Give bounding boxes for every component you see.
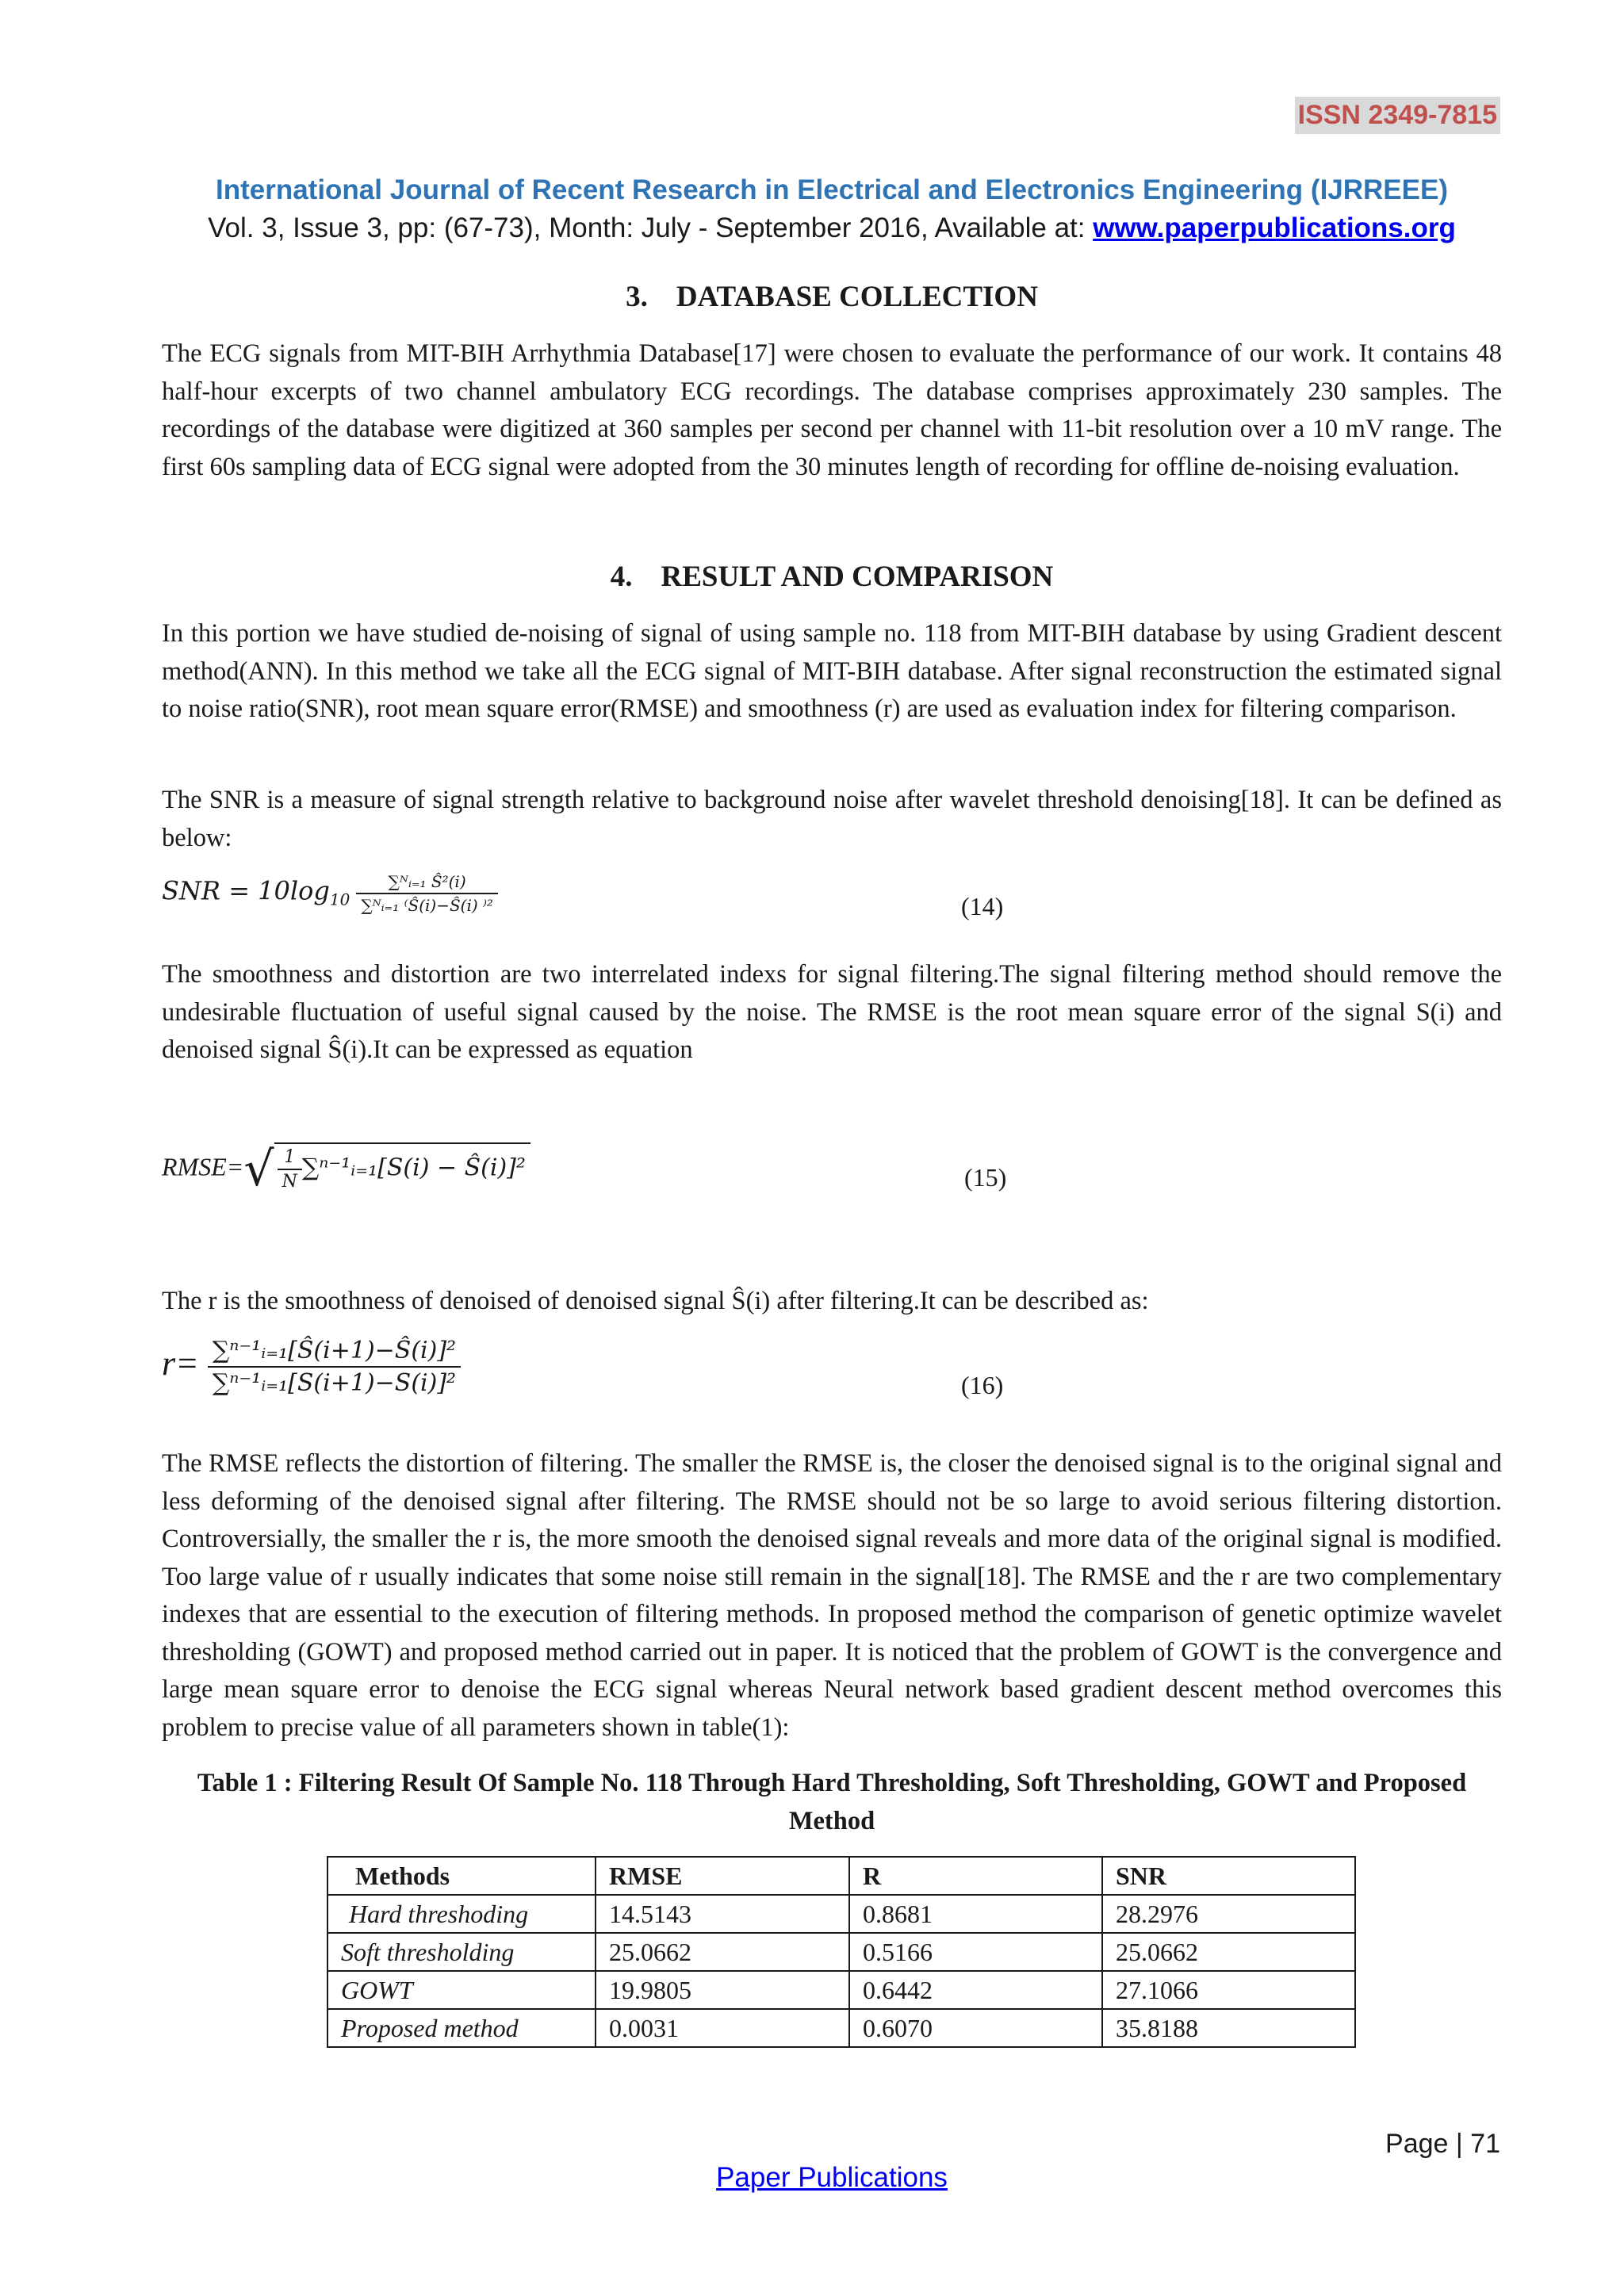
table-cell-method: GOWT — [327, 1971, 596, 2009]
table-cell: 0.6442 — [849, 1971, 1102, 2009]
table-row — [327, 1971, 1355, 2009]
section-number: 4. — [610, 561, 633, 593]
table-cell: 35.8188 — [1102, 2009, 1355, 2047]
section-4-paragraph-2: The SNR is a measure of signal strength relative to background noise after wavelet threshold denoising[18]. It can be defined as below: — [162, 786, 1502, 852]
website-link[interactable]: www.paperpublications.org — [1093, 212, 1456, 243]
section-title: DATABASE COLLECTION — [676, 281, 1038, 313]
section-4-paragraph-3: The smoothness and distortion are two interrelated indexs for signal filtering.The signal filtering method should remove the undesirable fluctuation of useful signal caused by the noise. The RMSE is the root mean square error of the signal S(i) and denoised signal Ŝ(i).It can be expressed as equation — [162, 960, 1502, 1064]
journal-header — [0, 171, 1624, 247]
table-caption-text: Table 1 : Filtering Result Of Sample No. 118 Through Hard Thresholding, Soft Thresholding, GOWT and Proposed Method — [197, 1769, 1467, 1835]
section-4-paragraph-5: The RMSE reflects the distortion of filtering. The smaller the RMSE is, the closer the denoised signal is to the original signal and less deforming of the denoised signal after filtering. The RMSE should not be so large to avoid serious filtering distortion. Controversially, the smaller the r is, the more smooth the denoised signal reveals and more data of the original signal is modified. Too large value of r usually indicates that some noise still remain in the signal[18]. The RMSE and the r are two complementary indexes that are essential to the execution of filtering methods. In proposed method the comparison of genetic optimize wavelet thresholding (GOWT) and proposed method carried out in paper. It is noticed that the problem of GOWT is the convergence and large mean square error to denoise the ECG signal whereas Neural network based gradient descent method overcomes this problem to precise value of all parameters shown in table(1): — [162, 1449, 1502, 1742]
volume-text: Vol. 3, Issue 3, pp: (67-73), Month: July - September 2016, Available at: — [208, 212, 1094, 243]
table-cell: 0.6070 — [849, 2009, 1102, 2047]
table-cell: 0.8681 — [849, 1895, 1102, 1933]
table-cell-method: Proposed method — [327, 2009, 596, 2047]
page-number: Page | 71 — [1385, 2129, 1500, 2159]
equation-lhs: r= — [162, 1344, 199, 1383]
table-cell: 28.2976 — [1102, 1895, 1355, 1933]
smoothness-equation — [162, 1337, 461, 1397]
table-cell-method: Hard threshoding — [327, 1895, 596, 1933]
table-header-cell: Methods — [327, 1857, 596, 1895]
equation-lhs: RMSE= — [162, 1152, 244, 1181]
snr-equation — [162, 872, 498, 915]
table-row — [327, 1933, 1355, 1971]
radical-sign: √ — [243, 1142, 274, 1197]
results-table — [327, 1856, 1356, 2048]
section-4-paragraph-1: In this portion we have studied de-noising of signal of using sample no. 118 from MIT-BIH database by using Gradient descent method(ANN). In this method we take all the ECG signal of MIT-BIH database. After signal reconstruction the estimated signal to noise ratio(SNR), root mean square error(RMSE) and smoothness (r) are used as evaluation index for filtering comparison. — [162, 619, 1502, 723]
equation-number-16: (16) — [961, 1371, 1004, 1399]
rmse-equation — [162, 1142, 530, 1197]
table-cell: 25.0662 — [1102, 1933, 1355, 1971]
volume-line — [0, 209, 1624, 247]
table-header-cell: SNR — [1102, 1857, 1355, 1895]
section-3-paragraph: The ECG signals from MIT-BIH Arrhythmia Database[17] were chosen to evaluate the performance of our work. It contains 48 half-hour excerpts of two channel ambulatory ECG recordings. The database comprises approximately 230 samples. The recordings of the database were digitized at 360 samples per second per channel with 11-bit resolution over a 10 mV range. The first 60s sampling data of ECG signal were adopted from the 30 minutes length of recording for offline de-noising evaluation. — [162, 339, 1502, 481]
radicand — [274, 1142, 530, 1192]
fraction-numerator: 1 — [278, 1147, 302, 1170]
section-number: 3. — [626, 281, 648, 313]
square-root — [243, 1142, 530, 1197]
section-4-paragraph-4: The r is the smoothness of denoised of denoised signal Ŝ(i) after filtering.It can be described as: — [162, 1287, 1149, 1315]
publisher-link[interactable]: Paper Publications — [716, 2162, 948, 2193]
equation-fraction — [356, 872, 498, 915]
footer — [0, 2162, 1624, 2194]
fraction-denominator: ∑ⁿ⁻¹ᵢ₌₁[S(i+1)−S(i)]² — [212, 1369, 457, 1397]
fraction-denominator: ∑ᴺᵢ₌₁ ⁽Ŝ(i)−Ŝ(i) ⁾² — [361, 896, 493, 915]
table-cell-method: Soft thresholding — [327, 1933, 596, 1971]
equation-lhs: SNR = 10log — [162, 875, 330, 906]
table-header-cell: R — [849, 1857, 1102, 1895]
table-row — [327, 1895, 1355, 1933]
equation-fraction — [278, 1147, 302, 1192]
fraction-numerator: ∑ᴺᵢ₌₁ Ŝ²(i) — [356, 872, 498, 894]
table-caption — [0, 1764, 1624, 1840]
equation-body: ∑ⁿ⁻¹ᵢ₌₁[S(i) − Ŝ(i)]² — [301, 1154, 526, 1182]
equation-subscript: 10 — [329, 890, 350, 909]
issn-label: ISSN 2349-7815 — [1295, 97, 1500, 134]
section-3-heading — [0, 280, 1624, 314]
table-header-cell: RMSE — [596, 1857, 849, 1895]
table-cell: 14.5143 — [596, 1895, 849, 1933]
table-cell: 0.0031 — [596, 2009, 849, 2047]
table-cell: 19.9805 — [596, 1971, 849, 2009]
table-header-row — [327, 1857, 1355, 1895]
fraction-numerator: ∑ⁿ⁻¹ᵢ₌₁[Ŝ(i+1)−Ŝ(i)]² — [208, 1337, 461, 1368]
equation-fraction — [208, 1337, 461, 1397]
equation-number-14: (14) — [961, 892, 1004, 920]
table-cell: 27.1066 — [1102, 1971, 1355, 2009]
section-title: RESULT AND COMPARISON — [661, 561, 1054, 593]
table-cell: 25.0662 — [596, 1933, 849, 1971]
table-cell: 0.5166 — [849, 1933, 1102, 1971]
equation-number-15: (15) — [964, 1163, 1007, 1192]
table-row — [327, 2009, 1355, 2047]
journal-name: International Journal of Recent Research in Electrical and Electronics Engineering (IJRREEE) — [215, 174, 1448, 205]
section-4-heading — [0, 560, 1624, 594]
fraction-denominator: N — [282, 1172, 297, 1192]
